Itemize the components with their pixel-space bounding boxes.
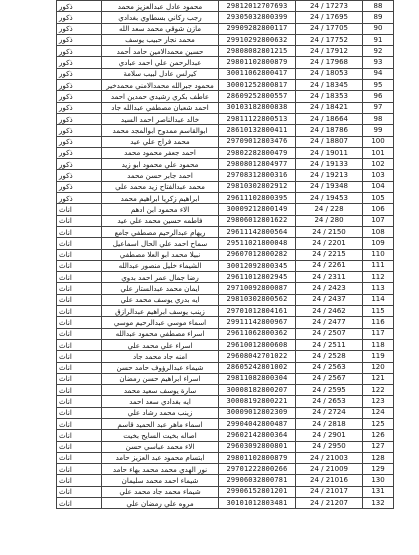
national-id-cell: 29906032800781: [219, 475, 296, 486]
registration-number-cell: 24 / 18786: [296, 125, 363, 136]
registration-number-cell: 24 / 2563: [296, 362, 363, 373]
national-id-cell: 29603092800801: [219, 441, 296, 452]
national-id-cell: 29801102800879: [219, 57, 296, 68]
name-cell: حسين محمدالامين حامد أحمد: [102, 46, 219, 57]
serial-number-cell: 105: [363, 193, 394, 204]
gender-cell: ذكور: [57, 23, 102, 34]
table-row: [57, 1, 394, 12]
national-id-cell: 29710092800087: [219, 283, 296, 294]
name-cell: عاطف بكري رشيدي حمدين احمد: [102, 91, 219, 102]
name-cell: محمود عادل عبدالعزيز محمد: [102, 1, 219, 12]
registration-number-cell: 24 / 21207: [296, 498, 363, 509]
gender-cell: ذكور: [57, 57, 102, 68]
table-row: [57, 418, 394, 429]
registration-number-cell: 24 / 21003: [296, 452, 363, 463]
serial-number-cell: 96: [363, 91, 394, 102]
name-cell: مازن شوقي محمد سعد الله: [102, 23, 219, 34]
gender-cell: ذكور: [57, 159, 102, 170]
gender-cell: ذكور: [57, 1, 102, 12]
national-id-cell: 29906152801201: [219, 486, 296, 497]
name-cell: محمد عبدالفتاح زيد محمد علي: [102, 181, 219, 192]
registration-number-cell: 24 / 21017: [296, 486, 363, 497]
serial-number-cell: 120: [363, 362, 394, 373]
national-id-cell: 30008192800221: [219, 396, 296, 407]
serial-number-cell: 108: [363, 226, 394, 237]
gender-cell: اناث: [57, 226, 102, 237]
national-id-cell: 29701012804161: [219, 306, 296, 317]
table-row: [57, 136, 394, 147]
serial-number-cell: 106: [363, 204, 394, 215]
gender-cell: اناث: [57, 238, 102, 249]
registration-number-cell: 24 / 19011: [296, 147, 363, 158]
serial-number-cell: 126: [363, 430, 394, 441]
name-cell: اسماء ماهر عبد الحميد قاسم: [102, 418, 219, 429]
table-row: [57, 125, 394, 136]
gender-cell: ذكور: [57, 113, 102, 124]
serial-number-cell: 114: [363, 294, 394, 305]
name-cell: سماح احمد علي الحال اسماعيل: [102, 238, 219, 249]
name-cell: ابراهيم زكريا ابراهيم محمد: [102, 193, 219, 204]
gender-cell: اناث: [57, 452, 102, 463]
registration-number-cell: 24 / 2528: [296, 351, 363, 362]
name-cell: رجب ركاني بسطاوي بغدادي: [102, 12, 219, 23]
serial-number-cell: 88: [363, 1, 394, 12]
name-cell: محمود جبرالله محمدالامني محمدخير: [102, 80, 219, 91]
name-cell: ايه بغدادي سعد احمد: [102, 396, 219, 407]
gender-cell: اناث: [57, 328, 102, 339]
registration-number-cell: 24 / 2901: [296, 430, 363, 441]
table-row: [57, 193, 394, 204]
national-id-cell: 30012092800345: [219, 260, 296, 271]
name-cell: محمد فراج علي عيد: [102, 136, 219, 147]
national-id-cell: 30101012803481: [219, 498, 296, 509]
gender-cell: اناث: [57, 498, 102, 509]
name-cell: ايمان محمد عبدالستار علي: [102, 283, 219, 294]
serial-number-cell: 102: [363, 159, 394, 170]
serial-number-cell: 100: [363, 136, 394, 147]
registration-number-cell: 24 / 2818: [296, 418, 363, 429]
table-row: [57, 181, 394, 192]
name-cell: ابوالقاسم ممدوح ابوالمجد محمد: [102, 125, 219, 136]
serial-number-cell: 107: [363, 215, 394, 226]
registration-number-cell: 24 / 17752: [296, 34, 363, 45]
gender-cell: اناث: [57, 351, 102, 362]
name-cell: احمد جابر حسن محمد: [102, 170, 219, 181]
name-cell: اسراء علي محمد علي: [102, 339, 219, 350]
table-row: [57, 159, 394, 170]
name-cell: احمد شعبان مصطفي عبدالله جاد: [102, 102, 219, 113]
name-cell: اسماء موسي عبدالرحيم موسي: [102, 317, 219, 328]
gender-cell: ذكور: [57, 34, 102, 45]
table-row: [57, 430, 394, 441]
serial-number-cell: 117: [363, 328, 394, 339]
table-row: [57, 452, 394, 463]
serial-number-cell: 89: [363, 12, 394, 23]
table-row: [57, 475, 394, 486]
table-row: [57, 407, 394, 418]
name-cell: ابتسام محمود عبد العزيز حامد: [102, 452, 219, 463]
registration-number-cell: 24 / 2950: [296, 441, 363, 452]
serial-number-cell: 130: [363, 475, 394, 486]
national-id-cell: 29608042701022: [219, 351, 296, 362]
gender-cell: اناث: [57, 215, 102, 226]
national-id-cell: 29808012804977: [219, 159, 296, 170]
table-row: [57, 385, 394, 396]
national-id-cell: 29611102800395: [219, 193, 296, 204]
registration-number-cell: 24 / 21016: [296, 475, 363, 486]
gender-cell: اناث: [57, 385, 102, 396]
table-row: [57, 249, 394, 260]
serial-number-cell: 129: [363, 464, 394, 475]
table-row: [57, 91, 394, 102]
gender-cell: ذكور: [57, 46, 102, 57]
name-cell: فاطمه حسين محمد علي عيد: [102, 215, 219, 226]
registration-number-cell: 24 / 18421: [296, 102, 363, 113]
serial-number-cell: 116: [363, 317, 394, 328]
serial-number-cell: 101: [363, 147, 394, 158]
registration-number-cell: 24 / 2423: [296, 283, 363, 294]
table-row: [57, 215, 394, 226]
registration-number-cell: 24 / 2477: [296, 317, 363, 328]
gender-cell: اناث: [57, 373, 102, 384]
national-id-cell: 30009212800149: [219, 204, 296, 215]
registration-number-cell: 24 / 2150: [296, 226, 363, 237]
registration-number-cell: 24 / 17912: [296, 46, 363, 57]
name-cell: شيماء عبدالرؤوف حامد حسن: [102, 362, 219, 373]
table-row: [57, 147, 394, 158]
table-row: [57, 317, 394, 328]
name-cell: اصاله بخيت السايح بخيت: [102, 430, 219, 441]
serial-number-cell: 131: [363, 486, 394, 497]
name-cell: الاء محمود ابن ادهم: [102, 204, 219, 215]
serial-number-cell: 115: [363, 306, 394, 317]
name-cell: الشيماء خليل منصور عبدالله: [102, 260, 219, 271]
registration-number-cell: 24 / 18345: [296, 80, 363, 91]
table-row: [57, 238, 394, 249]
national-id-cell: 29611142800564: [219, 226, 296, 237]
registration-number-cell: 24 / 2311: [296, 272, 363, 283]
gender-cell: اناث: [57, 486, 102, 497]
table-row: [57, 170, 394, 181]
national-id-cell: 29811122800513: [219, 113, 296, 124]
table-row: [57, 498, 394, 509]
serial-number-cell: 123: [363, 396, 394, 407]
serial-number-cell: 118: [363, 339, 394, 350]
registration-number-cell: 24 / 2653: [296, 396, 363, 407]
serial-number-cell: 95: [363, 80, 394, 91]
gender-cell: ذكور: [57, 193, 102, 204]
table-row: [57, 102, 394, 113]
table-row: [57, 294, 394, 305]
national-id-cell: 30008182800207: [219, 385, 296, 396]
serial-number-cell: 110: [363, 249, 394, 260]
serial-number-cell: 127: [363, 441, 394, 452]
table-row: [57, 351, 394, 362]
national-id-cell: 30009012802309: [219, 407, 296, 418]
gender-cell: اناث: [57, 464, 102, 475]
registration-number-cell: 24 / 19213: [296, 170, 363, 181]
serial-number-cell: 128: [363, 452, 394, 463]
gender-cell: ذكور: [57, 12, 102, 23]
name-cell: نور الهدي محمد محمد بهاء حامد: [102, 464, 219, 475]
registration-number-cell: 24 / 2215: [296, 249, 363, 260]
national-id-cell: 30103182800838: [219, 102, 296, 113]
gender-cell: ذكور: [57, 170, 102, 181]
registration-number-cell: 24 / 19453: [296, 193, 363, 204]
name-cell: الاء محمد عباسي حسن: [102, 441, 219, 452]
table-row: [57, 260, 394, 271]
serial-number-cell: 90: [363, 23, 394, 34]
table-row: [57, 46, 394, 57]
gender-cell: اناث: [57, 260, 102, 271]
gender-cell: ذكور: [57, 68, 102, 79]
registration-number-cell: 24 / 19348: [296, 181, 363, 192]
serial-number-cell: 121: [363, 373, 394, 384]
gender-cell: اناث: [57, 430, 102, 441]
table-row: [57, 272, 394, 283]
national-id-cell: 29611062800362: [219, 328, 296, 339]
name-cell: امنه جاد محمد جاد: [102, 351, 219, 362]
registration-number-cell: 24 / 228: [296, 204, 363, 215]
registration-number-cell: 24 / 17705: [296, 23, 363, 34]
national-id-cell: 29911142800967: [219, 317, 296, 328]
table-row: [57, 113, 394, 124]
gender-cell: ذكور: [57, 181, 102, 192]
table-row: [57, 226, 394, 237]
registration-number-cell: 24 / 2507: [296, 328, 363, 339]
name-cell: خالد عبدالناصر احمد السيد: [102, 113, 219, 124]
national-id-cell: 29701222800266: [219, 464, 296, 475]
national-id-cell: 29708312800316: [219, 170, 296, 181]
gender-cell: ذكور: [57, 91, 102, 102]
name-cell: محمود علي محمود ابو زيد: [102, 159, 219, 170]
gender-cell: ذكور: [57, 80, 102, 91]
national-id-cell: 29811082800304: [219, 373, 296, 384]
national-id-cell: 28610132800411: [219, 125, 296, 136]
table-row: [57, 34, 394, 45]
gender-cell: ذكور: [57, 125, 102, 136]
gender-cell: اناث: [57, 396, 102, 407]
gender-cell: اناث: [57, 204, 102, 215]
registration-number-cell: 24 / 19133: [296, 159, 363, 170]
name-cell: محمد نجار حبيب يوسف: [102, 34, 219, 45]
gender-cell: ذكور: [57, 102, 102, 113]
serial-number-cell: 103: [363, 170, 394, 181]
serial-number-cell: 94: [363, 68, 394, 79]
national-id-cell: 29812012707693: [219, 1, 296, 12]
name-cell: ريهام عبدالرحيم مصطفي جامع: [102, 226, 219, 237]
gender-cell: اناث: [57, 249, 102, 260]
national-id-cell: 29802282800479: [219, 147, 296, 158]
roster-body: [57, 1, 394, 509]
gender-cell: اناث: [57, 317, 102, 328]
registration-number-cell: 24 / 17273: [296, 1, 363, 12]
registration-number-cell: 24 / 17968: [296, 57, 363, 68]
registration-number-cell: 24 / 2437: [296, 294, 363, 305]
registration-number-cell: 24 / 2567: [296, 373, 363, 384]
gender-cell: اناث: [57, 272, 102, 283]
serial-number-cell: 111: [363, 260, 394, 271]
registration-number-cell: 24 / 2724: [296, 407, 363, 418]
national-id-cell: 29806012801622: [219, 215, 296, 226]
national-id-cell: 28609252800557: [219, 91, 296, 102]
national-id-cell: 29709012803476: [219, 136, 296, 147]
gender-cell: اناث: [57, 418, 102, 429]
national-id-cell: 29305032800399: [219, 12, 296, 23]
roster-table: [56, 0, 394, 509]
registration-number-cell: 24 / 21009: [296, 464, 363, 475]
name-cell: اسراء ابراهيم حسن رمضان: [102, 373, 219, 384]
serial-number-cell: 124: [363, 407, 394, 418]
gender-cell: اناث: [57, 475, 102, 486]
serial-number-cell: 119: [363, 351, 394, 362]
table-row: [57, 12, 394, 23]
table-row: [57, 441, 394, 452]
serial-number-cell: 104: [363, 181, 394, 192]
name-cell: شيماء محمد جاد محمد علي: [102, 486, 219, 497]
registration-number-cell: 24 / 2261: [296, 260, 363, 271]
national-id-cell: 30011062800417: [219, 68, 296, 79]
serial-number-cell: 99: [363, 125, 394, 136]
national-id-cell: 29602142800364: [219, 430, 296, 441]
serial-number-cell: 92: [363, 46, 394, 57]
table-row: [57, 23, 394, 34]
gender-cell: ذكور: [57, 136, 102, 147]
gender-cell: اناث: [57, 339, 102, 350]
table-row: [57, 283, 394, 294]
national-id-cell: 29511021800048: [219, 238, 296, 249]
gender-cell: اناث: [57, 294, 102, 305]
registration-number-cell: 24 / 2201: [296, 238, 363, 249]
serial-number-cell: 97: [363, 102, 394, 113]
national-id-cell: 29810302802912: [219, 181, 296, 192]
table-row: [57, 68, 394, 79]
serial-number-cell: 109: [363, 238, 394, 249]
name-cell: سارة يوسف سعيد محمد: [102, 385, 219, 396]
table-row: [57, 57, 394, 68]
national-id-cell: 29909282800117: [219, 23, 296, 34]
registration-number-cell: 24 / 18664: [296, 113, 363, 124]
table-row: [57, 204, 394, 215]
table-row: [57, 306, 394, 317]
national-id-cell: 29810302800562: [219, 294, 296, 305]
name-cell: رضا جمال عمر احمد بدوي: [102, 272, 219, 283]
gender-cell: اناث: [57, 362, 102, 373]
national-id-cell: 29801102800879: [219, 452, 296, 463]
table-row: [57, 486, 394, 497]
name-cell: زينب محمد رشاد علي: [102, 407, 219, 418]
national-id-cell: 29607012800282: [219, 249, 296, 260]
serial-number-cell: 125: [363, 418, 394, 429]
serial-number-cell: 113: [363, 283, 394, 294]
registration-number-cell: 24 / 18353: [296, 91, 363, 102]
name-cell: اسراء مصطفي محمود عبدالله: [102, 328, 219, 339]
national-id-cell: 29808082801215: [219, 46, 296, 57]
table-row: [57, 328, 394, 339]
serial-number-cell: 132: [363, 498, 394, 509]
registration-number-cell: 24 / 280: [296, 215, 363, 226]
table-row: [57, 464, 394, 475]
national-id-cell: 30001252800817: [219, 80, 296, 91]
gender-cell: اناث: [57, 283, 102, 294]
gender-cell: اناث: [57, 441, 102, 452]
gender-cell: ذكور: [57, 147, 102, 158]
name-cell: زينب يوسف ابراهيم عبدالرازق: [102, 306, 219, 317]
serial-number-cell: 98: [363, 113, 394, 124]
serial-number-cell: 112: [363, 272, 394, 283]
name-cell: ايه بدري يوسف محمد علي: [102, 294, 219, 305]
registration-number-cell: 24 / 17695: [296, 12, 363, 23]
roster-sheet: [56, 0, 388, 509]
name-cell: شيماء احمد محمد سليمان: [102, 475, 219, 486]
registration-number-cell: 24 / 2462: [296, 306, 363, 317]
table-row: [57, 362, 394, 373]
name-cell: مروه علي رمضان علي: [102, 498, 219, 509]
serial-number-cell: 91: [363, 34, 394, 45]
registration-number-cell: 24 / 18807: [296, 136, 363, 147]
national-id-cell: 29611012802945: [219, 272, 296, 283]
national-id-cell: 29910292800632: [219, 34, 296, 45]
registration-number-cell: 24 / 2511: [296, 339, 363, 350]
name-cell: نبيلا محمد ابو العلا مصطفي: [102, 249, 219, 260]
name-cell: احمد جعفر محمود محمد: [102, 147, 219, 158]
table-row: [57, 80, 394, 91]
table-row: [57, 396, 394, 407]
national-id-cell: 29610012800608: [219, 339, 296, 350]
table-row: [57, 339, 394, 350]
registration-number-cell: 24 / 18053: [296, 68, 363, 79]
name-cell: كيرلس عادل لبيب سلامة: [102, 68, 219, 79]
name-cell: عبدالرحمن علي احمد عبادي: [102, 57, 219, 68]
table-row: [57, 373, 394, 384]
gender-cell: اناث: [57, 306, 102, 317]
national-id-cell: 29904042800487: [219, 418, 296, 429]
gender-cell: اناث: [57, 407, 102, 418]
registration-number-cell: 24 / 2595: [296, 385, 363, 396]
serial-number-cell: 93: [363, 57, 394, 68]
national-id-cell: 28605242801002: [219, 362, 296, 373]
serial-number-cell: 122: [363, 385, 394, 396]
